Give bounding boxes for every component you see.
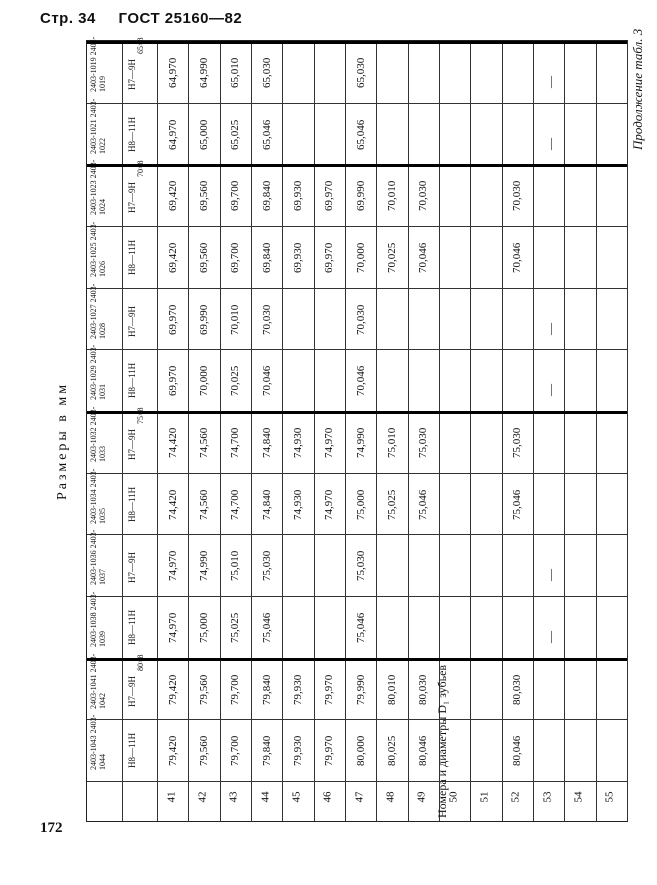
row-divider	[533, 41, 534, 821]
row-number: 42	[196, 791, 209, 803]
value-cell: 74,560	[198, 489, 210, 520]
row-divider	[596, 41, 597, 821]
value-cell: 79,840	[260, 735, 273, 767]
value-cell: 75,010	[386, 427, 398, 458]
page-label: Стр. 34	[40, 10, 96, 27]
group-divider	[87, 164, 627, 167]
row-number: 47	[353, 791, 366, 803]
group-dimension: 65×8	[136, 37, 145, 54]
value-cell: 69,420	[166, 242, 179, 273]
value-cell: 65,000	[198, 119, 210, 150]
value-cell: 75,000	[198, 612, 210, 643]
value-cell: 70,046	[511, 242, 524, 273]
value-cell: 75,010	[229, 550, 242, 582]
value-cell: 65,010	[229, 57, 242, 88]
value-cell: 69,560	[198, 242, 210, 273]
continuation-caption: Продолжение табл. 3	[630, 28, 645, 150]
group-dimension: 70×8	[136, 160, 145, 178]
group-dimension: 80×8	[136, 654, 145, 671]
value-cell: 79,840	[260, 674, 273, 705]
value-cell: 74,990	[354, 427, 367, 458]
band-divider	[87, 226, 627, 227]
designation-label: 2403-1023 2403-1024	[89, 159, 107, 216]
value-cell: 69,700	[229, 242, 242, 273]
value-cell: 70,046	[260, 365, 273, 397]
value-cell: 74,970	[166, 550, 179, 582]
value-cell: 74,420	[166, 489, 179, 520]
row-divider	[220, 41, 221, 821]
value-cell: 75,030	[354, 550, 367, 582]
value-cell: 70,046	[417, 242, 430, 273]
tolerance-label: H8—11H	[127, 486, 137, 522]
value-cell: 79,970	[323, 735, 336, 767]
band-divider	[87, 473, 627, 474]
value-cell: 74,990	[198, 550, 210, 582]
value-cell: —	[542, 630, 557, 643]
value-cell: 70,030	[511, 180, 524, 212]
row-number: 55	[603, 791, 616, 803]
tolerance-label: H7—9H	[127, 428, 137, 460]
value-cell: 75,046	[354, 612, 367, 643]
value-cell: 69,970	[323, 242, 336, 273]
value-cell: 65,025	[229, 119, 242, 150]
row-divider	[376, 41, 377, 821]
row-divider	[188, 41, 189, 821]
page-header	[40, 10, 260, 27]
value-cell: 75,000	[354, 489, 367, 520]
value-cell: 74,700	[229, 427, 242, 458]
designation-label: 2403-1019 2403-1019	[89, 36, 107, 92]
value-cell: 80,030	[511, 674, 524, 705]
tolerance-label: H7—9H	[127, 58, 137, 90]
group-dimension: 75×8	[136, 407, 145, 424]
value-cell: 79,700	[229, 735, 242, 767]
row-divider	[345, 41, 346, 821]
tolerance-label: H8—11H	[127, 239, 137, 275]
group-divider	[87, 41, 627, 44]
value-cell: 80,010	[386, 674, 398, 705]
value-cell: —	[542, 75, 557, 88]
tolerance-label: H8—11H	[127, 362, 137, 399]
value-cell: 74,970	[166, 612, 179, 643]
sizes-caption: Размеры в мм	[55, 381, 70, 500]
value-cell: 69,930	[292, 242, 304, 273]
designation-label: 2403-1041 2403-1042	[89, 653, 107, 709]
row-divider	[157, 41, 158, 821]
band-divider	[87, 349, 627, 350]
value-cell: 70,025	[229, 365, 242, 397]
header-divider	[122, 41, 123, 821]
row-number: 41	[165, 791, 178, 803]
value-cell: 74,970	[323, 427, 336, 458]
value-cell: 69,970	[166, 304, 179, 335]
value-cell: 65,030	[354, 57, 367, 88]
data-table	[86, 36, 628, 822]
value-cell: 79,970	[323, 674, 336, 705]
value-cell: —	[542, 569, 557, 582]
tolerance-label: H7—9H	[127, 675, 137, 707]
value-cell: 69,970	[323, 180, 336, 212]
value-cell: 70,046	[354, 365, 367, 397]
value-cell: 75,046	[260, 612, 273, 643]
value-cell: —	[542, 137, 557, 150]
value-cell: 79,700	[229, 674, 242, 705]
value-cell: 65,046	[354, 119, 367, 150]
value-cell: 75,030	[511, 427, 524, 458]
value-cell: 80,000	[354, 735, 367, 767]
value-cell: 79,420	[166, 674, 179, 705]
value-cell: 74,930	[292, 489, 304, 520]
row-number: 44	[259, 791, 272, 803]
value-cell: 64,970	[166, 57, 179, 88]
tolerance-label: H7—9H	[127, 552, 137, 584]
group-divider	[87, 411, 627, 414]
value-cell: 75,030	[417, 427, 430, 458]
row-number: 48	[384, 791, 397, 803]
value-cell: 79,990	[354, 674, 367, 705]
designation-label: 2403-1032 2403-1033	[89, 406, 107, 462]
group-divider	[87, 658, 627, 661]
row-number: 50	[447, 791, 460, 803]
numbers-label: Номера и диаметры D₁ зубьев	[435, 664, 449, 818]
value-cell: 69,840	[260, 242, 273, 273]
value-cell: 70,030	[417, 180, 430, 212]
value-cell: 64,990	[198, 57, 210, 88]
value-cell: 69,840	[260, 180, 273, 212]
value-cell: 74,560	[198, 427, 210, 458]
value-cell: 69,560	[198, 180, 210, 212]
row-number: 45	[290, 791, 303, 803]
row-number: 52	[509, 791, 522, 803]
row-divider	[502, 41, 503, 821]
value-cell: 70,025	[386, 242, 398, 273]
standard-label: ГОСТ 25160—82	[118, 10, 243, 27]
page-number: 172	[40, 820, 63, 836]
row-number: 53	[541, 791, 554, 803]
tolerance-label: H7—9H	[127, 182, 137, 214]
value-cell: 74,970	[323, 489, 336, 520]
designation-label: 2403-1038 2403-1039	[89, 591, 107, 647]
row-divider	[314, 41, 315, 821]
tolerance-label: H8—11H	[127, 609, 137, 645]
value-cell: 75,046	[511, 489, 524, 520]
value-cell: —	[542, 384, 557, 397]
value-cell: 75,030	[260, 550, 273, 582]
row-number: 46	[321, 791, 334, 803]
value-cell: 80,046	[417, 735, 430, 767]
value-cell: 65,046	[260, 119, 273, 150]
value-cell: 64,970	[166, 119, 179, 150]
row-divider	[564, 41, 565, 821]
band-divider	[87, 781, 627, 782]
value-cell: 79,420	[166, 735, 179, 767]
value-cell: 69,970	[166, 365, 179, 397]
value-cell: 79,560	[198, 735, 210, 767]
band-divider	[87, 719, 627, 720]
value-cell: 79,560	[198, 674, 210, 705]
tolerance-label: H7—9H	[127, 305, 137, 337]
value-cell: 75,046	[417, 489, 430, 520]
value-cell: 70,030	[354, 304, 367, 335]
row-number: 49	[415, 791, 428, 803]
value-cell: 74,420	[166, 427, 179, 458]
row-divider	[470, 41, 471, 821]
row-number: 51	[478, 791, 491, 803]
value-cell: 80,046	[511, 735, 524, 767]
row-number: 43	[227, 791, 240, 803]
band-divider	[87, 596, 627, 597]
value-cell: 70,010	[386, 180, 398, 212]
value-cell: 79,930	[292, 735, 304, 767]
row-number: 54	[572, 791, 585, 803]
value-cell: 80,030	[417, 674, 430, 705]
value-cell: —	[542, 322, 557, 335]
value-cell: 70,030	[260, 304, 273, 335]
designation-label: 2403-1021 2403-1022	[89, 98, 107, 154]
value-cell: 75,025	[386, 489, 398, 520]
value-cell: 69,700	[229, 180, 242, 212]
designation-label: 2403-1034 2403-1035	[89, 468, 107, 524]
row-divider	[408, 41, 409, 821]
value-cell: 70,000	[198, 365, 210, 397]
designation-label: 2403-1029 2403-1031	[89, 344, 107, 401]
band-divider	[87, 103, 627, 104]
designation-label: 2403-1027 2403-1028	[89, 283, 107, 339]
value-cell: 69,930	[292, 180, 304, 212]
value-cell: 74,930	[292, 427, 304, 458]
designation-label: 2403-1025 2403-1026	[89, 221, 107, 277]
value-cell: 74,840	[260, 427, 273, 458]
tolerance-label: H8—11H	[127, 732, 137, 769]
value-cell: 74,840	[260, 489, 273, 520]
value-cell: 69,990	[354, 180, 367, 212]
value-cell: 74,700	[229, 489, 242, 520]
tolerance-label: H8—11H	[127, 116, 137, 152]
value-cell: 69,990	[198, 304, 210, 335]
row-divider	[282, 41, 283, 821]
designation-label: 2403-1036 2403-1037	[89, 529, 107, 586]
value-cell: 65,030	[260, 57, 273, 88]
row-divider	[251, 41, 252, 821]
row-divider	[627, 41, 628, 821]
value-cell: 69,420	[166, 180, 179, 212]
value-cell: 75,025	[229, 612, 242, 643]
designation-label: 2403-1043 2403-1044	[89, 714, 107, 771]
band-divider	[87, 534, 627, 535]
band-divider	[87, 288, 627, 289]
value-cell: 79,930	[292, 674, 304, 705]
value-cell: 80,025	[386, 735, 398, 767]
value-cell: 70,000	[354, 242, 367, 273]
value-cell: 70,010	[229, 304, 242, 335]
